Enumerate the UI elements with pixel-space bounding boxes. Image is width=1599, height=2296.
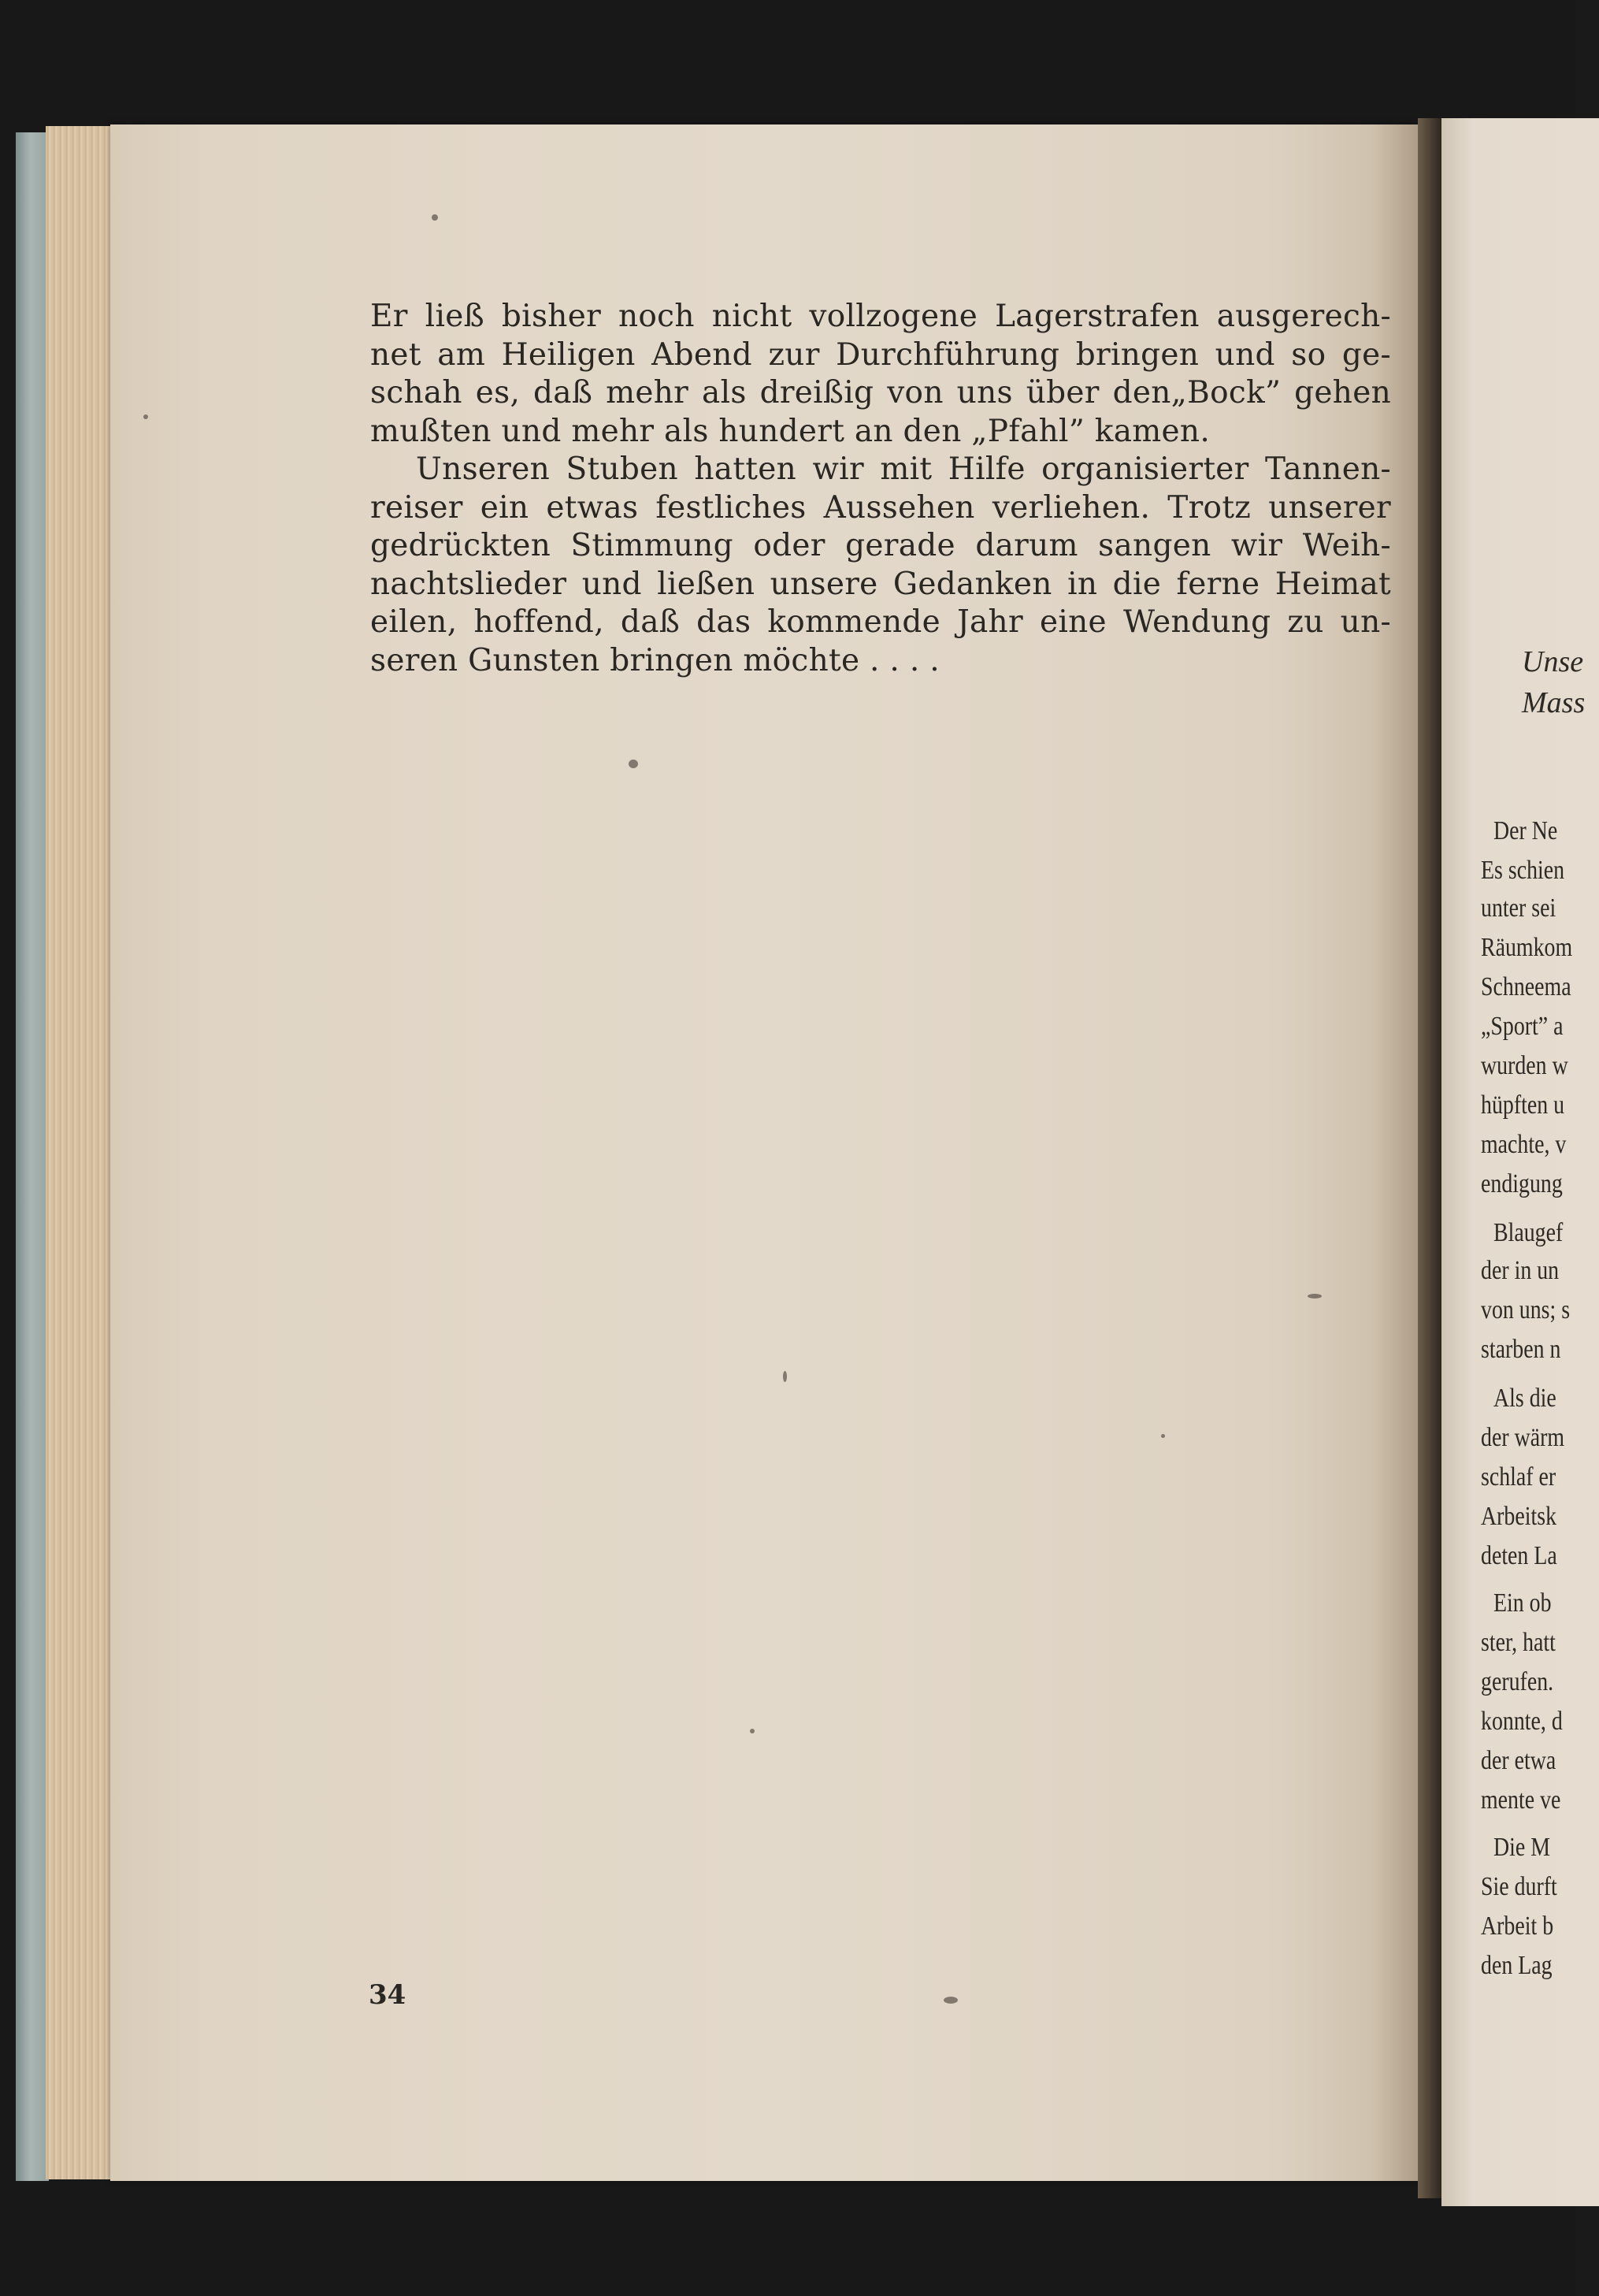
right-page-line: endigung xyxy=(1481,1169,1563,1198)
right-page-line: Ein ob xyxy=(1493,1588,1552,1618)
book-cover-edge xyxy=(16,132,49,2181)
right-page-line: hüpften u xyxy=(1481,1090,1565,1120)
page-edges xyxy=(46,126,118,2179)
right-page-line: Die M xyxy=(1493,1833,1551,1862)
text-line: Er ließ bisher noch nicht vollzogene Lagerstrafen ausgerech- xyxy=(370,299,1391,334)
right-page-line: unter sei xyxy=(1481,894,1556,923)
right-page-line: Arbeit b xyxy=(1481,1911,1554,1941)
right-page-line: den Lag xyxy=(1481,1951,1553,1980)
text-line: nachtslieder und ließen unsere Gedanken in die ferne Heimat xyxy=(370,566,1391,602)
paper-speck xyxy=(143,414,148,419)
right-page-line: der wärm xyxy=(1481,1423,1565,1452)
paper-speck xyxy=(629,760,638,768)
right-page-line: deten La xyxy=(1481,1541,1557,1570)
right-page-line: machte, v xyxy=(1481,1130,1567,1159)
text-line: reiser ein etwas festliches Aussehen verliehen. Trotz unserer xyxy=(370,489,1391,526)
page-number: 34 xyxy=(369,1979,406,2011)
right-page-line: Der Ne xyxy=(1493,816,1558,845)
right-page-line: Arbeitsk xyxy=(1481,1502,1557,1531)
right-page-line: ster, hatt xyxy=(1481,1628,1556,1657)
right-page-line: Räumkom xyxy=(1481,933,1573,962)
right-page-line: „Sport” a xyxy=(1481,1012,1564,1041)
text-line: seren Gunsten bringen möchte . . . . xyxy=(370,642,940,678)
right-page-line: gerufen. xyxy=(1481,1667,1554,1696)
paper-speck xyxy=(783,1371,787,1382)
right-page-title-line: Unse xyxy=(1522,645,1584,678)
text-line: mußten und mehr als hundert an den „Pfahl” kamen. xyxy=(370,413,1211,449)
paragraph-2 xyxy=(370,451,1391,680)
right-page-line: Es schien xyxy=(1481,856,1565,885)
text-line: net am Heiligen Abend zur Durchführung bringen und so ge- xyxy=(370,336,1391,373)
right-page-line: Als die xyxy=(1493,1384,1556,1413)
text-line: eilen, hoffend, daß das kommende Jahr eine Wendung zu un- xyxy=(370,604,1391,640)
right-page-line: starben n xyxy=(1481,1335,1561,1364)
right-page-line: Blaugef xyxy=(1493,1218,1564,1247)
paper-speck xyxy=(944,1997,958,2004)
text-line: Unseren Stuben hatten wir mit Hilfe organisierter Tannen- xyxy=(416,451,1391,487)
right-page-line: wurden w xyxy=(1481,1051,1568,1080)
paper-speck xyxy=(432,214,438,221)
right-page-title-line: Mass xyxy=(1522,686,1586,719)
paper-speck xyxy=(1161,1434,1165,1438)
right-page-line: schlaf er xyxy=(1481,1462,1556,1492)
text-line: gedrückten Stimmung oder gerade darum sangen wir Weih- xyxy=(370,528,1391,563)
paragraph-1 xyxy=(370,298,1391,451)
right-page-line: Sie durft xyxy=(1481,1872,1557,1901)
right-page-line: Schneema xyxy=(1481,972,1571,1001)
text-line: schah es, daß mehr als dreißig von uns über den„Bock” gehen xyxy=(370,375,1391,411)
right-page-line: von uns; s xyxy=(1481,1295,1571,1324)
left-page-body xyxy=(370,298,1391,680)
right-page-line: der etwa xyxy=(1481,1746,1556,1775)
paper-speck xyxy=(750,1729,755,1733)
right-page-line: mente ve xyxy=(1481,1785,1561,1815)
right-page-line: der in un xyxy=(1481,1256,1560,1285)
paper-speck xyxy=(1308,1294,1322,1298)
right-page-line: konnte, d xyxy=(1481,1707,1563,1736)
